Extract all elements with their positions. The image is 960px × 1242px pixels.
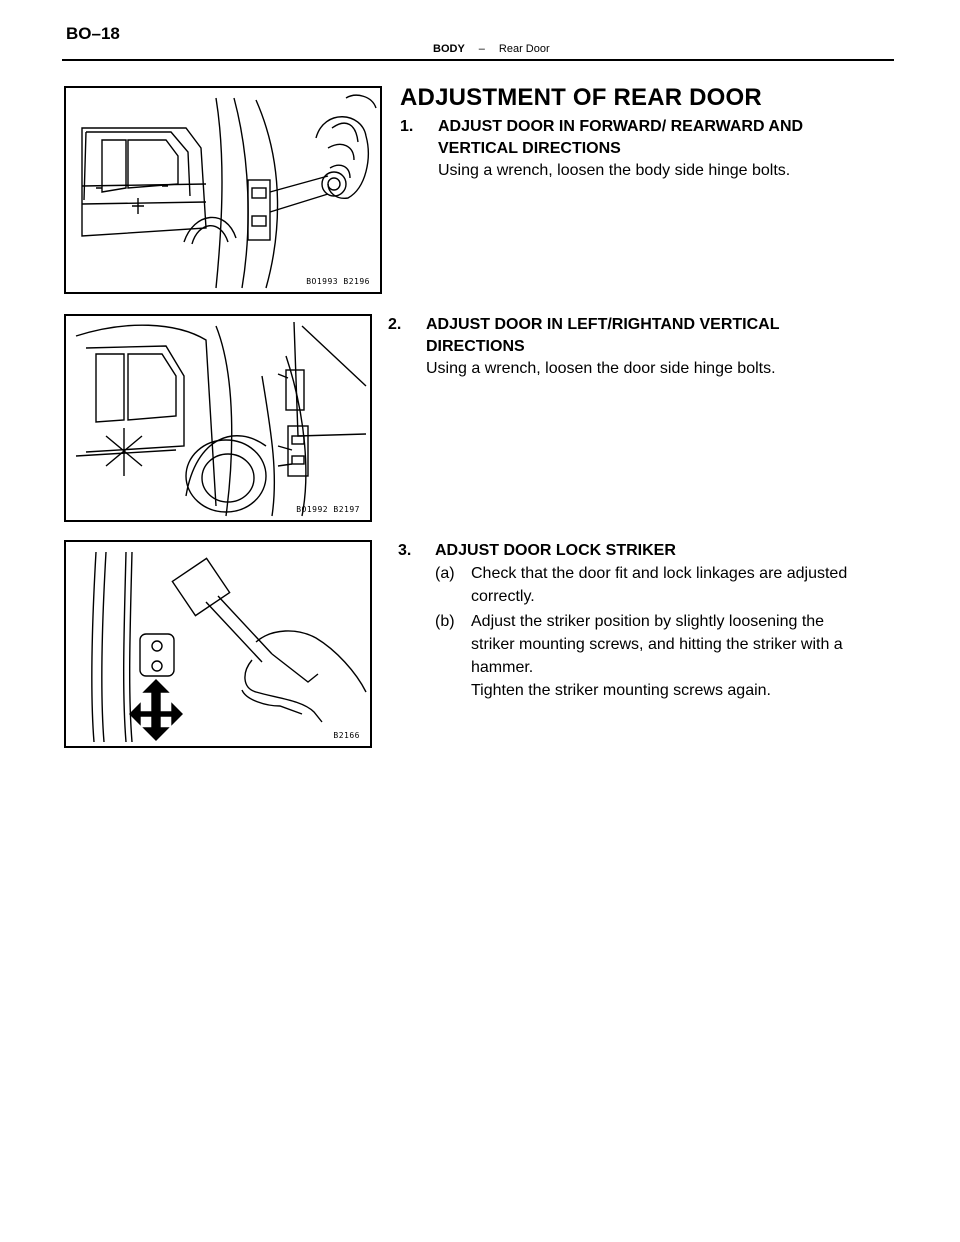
- header-rule: [62, 59, 894, 61]
- car-door-hinge-illustration: [66, 316, 370, 520]
- substep-a-line2: correctly.: [471, 588, 535, 605]
- substep-a-line1: Check that the door fit and lock linkages are adjusted: [471, 565, 848, 582]
- substep-b-line3: hammer.: [471, 659, 534, 676]
- figure-2-code: BO1992 B2197: [296, 505, 360, 514]
- substep-a-tag: (a): [435, 565, 455, 582]
- figure-1-code: BO1993 B2196: [306, 277, 370, 286]
- substep-b-line2: striker mounting screws, and hitting the striker with a: [471, 636, 843, 653]
- car-hinge-wrench-illustration: [66, 88, 380, 292]
- page-code: BO–18: [66, 24, 120, 43]
- striker-hammer-illustration: [66, 542, 370, 746]
- header-section: BODY: [433, 43, 465, 55]
- figure-2-illustration: [64, 314, 372, 522]
- step-2-heading-line2: DIRECTIONS: [426, 338, 525, 355]
- running-header: [433, 43, 550, 55]
- step-2: [388, 314, 868, 380]
- step-3-heading-line1: ADJUST DOOR LOCK STRIKER: [435, 542, 676, 559]
- step-2-heading-line1: ADJUST DOOR IN LEFT/RIGHTAND VERTICAL: [426, 316, 780, 333]
- substep-b: [398, 610, 874, 702]
- figure-3-illustration: [64, 540, 372, 748]
- step-3: [398, 540, 874, 702]
- step-1-body: Using a wrench, loosen the body side hinge bolts.: [438, 162, 791, 179]
- header-subsection: Rear Door: [498, 43, 550, 55]
- header-separator: –: [478, 43, 485, 55]
- step-1-number: 1.: [400, 118, 414, 135]
- step-1-heading-line2: VERTICAL DIRECTIONS: [438, 140, 621, 157]
- figure-1-illustration: [64, 86, 382, 294]
- page-title: ADJUSTMENT OF REAR DOOR: [400, 84, 762, 111]
- step-2-number: 2.: [388, 316, 402, 333]
- substep-b-line4: Tighten the striker mounting screws again.: [471, 682, 771, 699]
- step-1: [400, 116, 870, 182]
- substep-b-line1: Adjust the striker position by slightly loosening the: [471, 613, 825, 630]
- figure-3-code: B2166: [333, 731, 360, 740]
- step-3-number: 3.: [398, 542, 412, 559]
- substep-b-tag: (b): [435, 613, 455, 630]
- substep-a: [398, 562, 874, 608]
- step-1-heading-line1: ADJUST DOOR IN FORWARD/ REARWARD AND: [438, 118, 804, 135]
- step-2-body: Using a wrench, loosen the door side hinge bolts.: [426, 360, 776, 377]
